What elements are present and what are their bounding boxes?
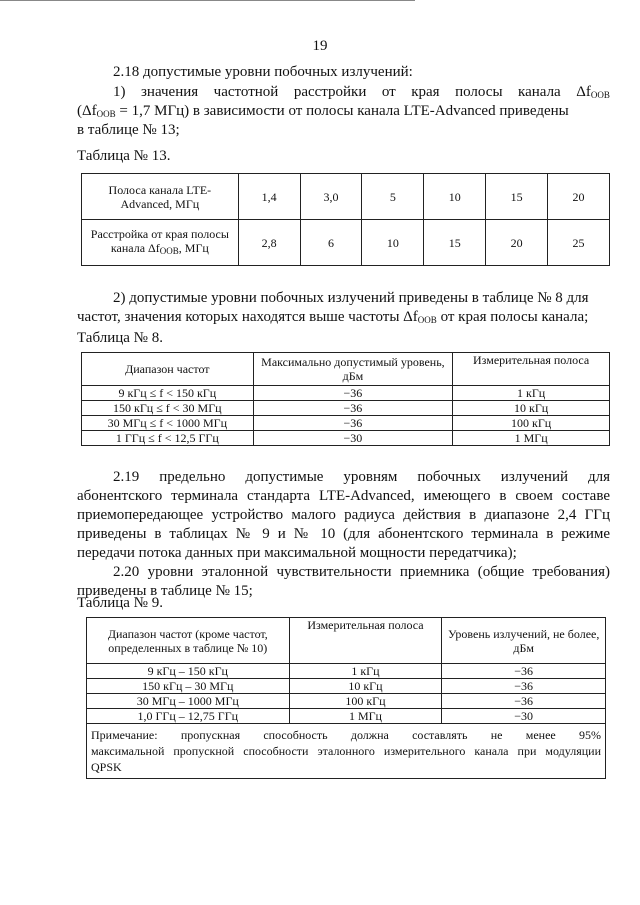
table-cell: 30 МГц ≤ f < 1000 МГц: [82, 416, 254, 431]
table-cell: −36: [253, 416, 453, 431]
delta-f-oob: $\Delta f_{OOB}$: [576, 84, 610, 100]
word: от: [381, 84, 396, 100]
table-9: [86, 617, 606, 779]
note-line: Примечание: пропускная способность должна составлять не менее 95%: [91, 728, 601, 742]
word: значения: [141, 84, 199, 100]
row-label: Расстройка от края полосы канала $\Delta f_{OOB}$, МГц: [82, 220, 239, 266]
table-cell: 1 кГц: [453, 386, 610, 401]
table-row: [87, 694, 606, 709]
table-13: [81, 173, 610, 266]
table-row: [82, 401, 610, 416]
word: полосы: [455, 84, 503, 100]
table-cell: 20: [548, 174, 610, 220]
table-cell: 20: [486, 220, 548, 266]
column-header: Максимально допустимый уровень, дБм: [253, 353, 453, 386]
table-row: [82, 220, 610, 266]
s220-line1: 2.20 уровни эталонной чувствительности приемника (общие требования): [113, 564, 610, 580]
table-row: [82, 416, 610, 431]
item2-line2: частот, значения которых находятся выше частоты $\Delta f_{OOB}$ от края полосы канала;: [77, 309, 589, 325]
table-8: [81, 352, 610, 446]
table-cell: −36: [253, 386, 453, 401]
table-row: [82, 386, 610, 401]
table-cell: 1,4: [238, 174, 300, 220]
table-row: [82, 174, 610, 220]
table9-caption: Таблица № 9.: [77, 595, 163, 611]
table-cell: 150 кГц ≤ f < 30 МГц: [82, 401, 254, 416]
table-cell: 1 МГц: [289, 709, 442, 724]
table13-caption: Таблица № 13.: [77, 148, 171, 164]
table-cell: 15: [486, 174, 548, 220]
table-cell: 25: [548, 220, 610, 266]
table-header-row: [87, 618, 606, 664]
item1-line3: в таблице № 13;: [77, 122, 180, 138]
table-cell: −30: [253, 431, 453, 446]
word: частотной: [213, 84, 279, 100]
table-cell: 100 кГц: [289, 694, 442, 709]
item1-line2: ($\Delta f_{OOB} = 1,7$ МГц) в зависимости от полосы канала LTE-Advanced приведены: [77, 103, 569, 119]
table-cell: −30: [442, 709, 606, 724]
table-cell: 1 МГц: [453, 431, 610, 446]
word: края: [411, 84, 440, 100]
table-row: [87, 679, 606, 694]
word: расстройки: [293, 84, 367, 100]
page-number: 19: [312, 38, 328, 54]
column-header: Измерительная полоса: [289, 618, 442, 664]
word: канала: [518, 84, 561, 100]
table-cell: 15: [424, 220, 486, 266]
table-cell: 30 МГц – 1000 МГц: [87, 694, 290, 709]
s219-line5: передачи потока данных при максимальной мощности передатчика);: [77, 545, 517, 561]
table-cell: 1,0 ГГц – 12,75 ГГц: [87, 709, 290, 724]
table-cell: 3,0: [300, 174, 362, 220]
table-cell: 5: [362, 174, 424, 220]
row-label: Полоса канала LTE-Advanced, МГц: [82, 174, 239, 220]
s220-line2: приведены в таблице № 15;: [77, 583, 253, 599]
table-cell: 9 кГц ≤ f < 150 кГц: [82, 386, 254, 401]
table-cell: 6: [300, 220, 362, 266]
table-cell: −36: [442, 664, 606, 679]
table-row: [82, 431, 610, 446]
table-header-row: [82, 353, 610, 386]
note-line: максимальной пропускной способности эталонного измерительного канала при модуляции: [91, 744, 601, 758]
table-row: [87, 664, 606, 679]
section-2-18-heading: 2.18 допустимые уровни побочных излучений:: [113, 64, 413, 80]
table-cell: 1 ГГц ≤ f < 12,5 ГГц: [82, 431, 254, 446]
table-cell: −36: [253, 401, 453, 416]
column-header: Уровень излучений, не более, дБм: [442, 618, 606, 664]
table-cell: 150 кГц – 30 МГц: [87, 679, 290, 694]
s219-line4: приведены в таблицах № 9 и № 10 (для абонентского терминала в режиме: [77, 526, 610, 542]
table-cell: 2,8: [238, 220, 300, 266]
column-header: Диапазон частот: [82, 353, 254, 386]
item2-line1: 2) допустимые уровни побочных излучений приведены в таблице № 8 для: [113, 290, 589, 306]
s219-line1: 2.19 предельно допустимые уровням побочных излучений для: [113, 469, 610, 485]
table-cell: 10: [424, 174, 486, 220]
s219-line2: абонентского терминала стандарта LTE-Advanced, имеющего в своем составе: [77, 488, 610, 504]
top-rule: [0, 0, 415, 1]
table-note-row: [87, 724, 606, 779]
note-line: QPSK: [91, 760, 122, 774]
word: 1): [113, 84, 126, 100]
table-note: [87, 724, 606, 779]
table-row: [87, 709, 606, 724]
column-header: Диапазон частот (кроме частот, определенных в таблице № 10): [87, 618, 290, 664]
table-cell: 10 кГц: [289, 679, 442, 694]
table8-caption: Таблица № 8.: [77, 330, 163, 346]
table-cell: 1 кГц: [289, 664, 442, 679]
column-header: Измерительная полоса: [453, 353, 610, 386]
table-cell: 10 кГц: [453, 401, 610, 416]
table-cell: 100 кГц: [453, 416, 610, 431]
s219-line3: приемопередающее устройство малого радиуса действия в диапазоне 2,4 ГГц: [77, 507, 610, 523]
table-cell: 9 кГц – 150 кГц: [87, 664, 290, 679]
table-cell: −36: [442, 679, 606, 694]
table-cell: 10: [362, 220, 424, 266]
table-cell: −36: [442, 694, 606, 709]
